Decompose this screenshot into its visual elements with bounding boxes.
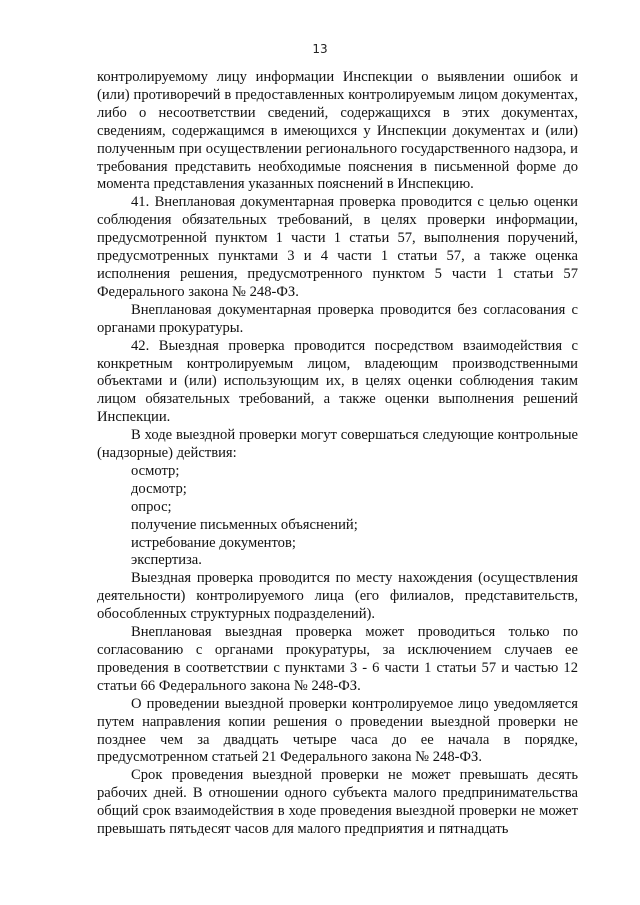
document-body <box>97 69 578 839</box>
list-item-inspection: осмотр; <box>131 462 180 479</box>
paragraph-prosecutor-approval: Внеплановая выездная проверка может проводиться только по согласованию с органами прокуратуры, за исключением случаев ее проведения в соответствии с пунктами 3 - 6 части 1 статьи 57 и частью 12 статьи 66 Федерального закона № 248-ФЗ. <box>97 624 578 694</box>
paragraph-inspection-duration: Срок проведения выездной проверки не может превышать десять рабочих дней. В отношении одного субъекта малого предпринимательства общий срок взаимодействия в ходе проведения выездной проверки не может превышать пятьдесят часов для малого предприятия и пятнадцать <box>97 767 578 838</box>
paragraph-inspection-location: Выездная проверка проводится по месту нахождения (осуществления деятельности) контролируемого лица (его филиалов, представительств, обособленных структурных подразделений). <box>97 570 578 623</box>
list-item-search: досмотр; <box>131 480 187 497</box>
paragraph-no-prosecutor-approval: Внеплановая документарная проверка проводится без согласования с органами прокуратуры. <box>97 301 578 336</box>
paragraph-notification: О проведении выездной проверки контролируемое лицо уведомляется путем направления копии решения о проведении выездной проверки не позднее чем за двадцать четыре часа до ее начала в порядке, предусмотренном статьей 21 Федерального закона № 248-ФЗ. <box>97 695 578 766</box>
list-item-questioning: опрос; <box>131 498 172 515</box>
page-number: 13 <box>312 42 328 56</box>
paragraph-item-41: 41. Внеплановая документарная проверка проводится с целью оценки соблюдения обязательных требований, в целях проверки информации, предусмотренной пунктом 1 части 1 статьи 57, выполнения поручений, предусмотренных пунктами 3 и 4 части 1 статьи 57, а также оценка исполнения решения, предусмотренного пунктом 5 части 1 статьи 57 Федерального закона № 248-ФЗ. <box>97 194 578 300</box>
paragraph-item-42: 42. Выездная проверка проводится посредством взаимодействия с конкретным контролируемым лицом, владеющим производственными объектами и (или) использующим их, в целях оценки соблюдения таким лицом обязательных требований, а также оценки выполнения решений Инспекции. <box>97 337 578 426</box>
list-item-document-request: истребование документов; <box>131 534 296 551</box>
paragraph-continuation: контролируемому лицу информации Инспекции о выявлении ошибок и (или) противоречий в предоставленных контролируемым лицом документах, либо о несоответствии сведений, содержащихся в этих документах, сведениям, содержащимся в имеющихся у Инспекции документах и (или) полученным при осуществлении регионального государственного надзора, и требования представить необходимые пояснения в письменной форме до момента представления указанных пояснений в Инспекцию. <box>97 69 578 193</box>
list-item-written-explanations: получение письменных объяснений; <box>131 516 358 533</box>
paragraph-control-actions-intro: В ходе выездной проверки могут совершаться следующие контрольные (надзорные) действия: <box>97 427 578 462</box>
list-item-expertise: экспертиза. <box>131 552 202 569</box>
